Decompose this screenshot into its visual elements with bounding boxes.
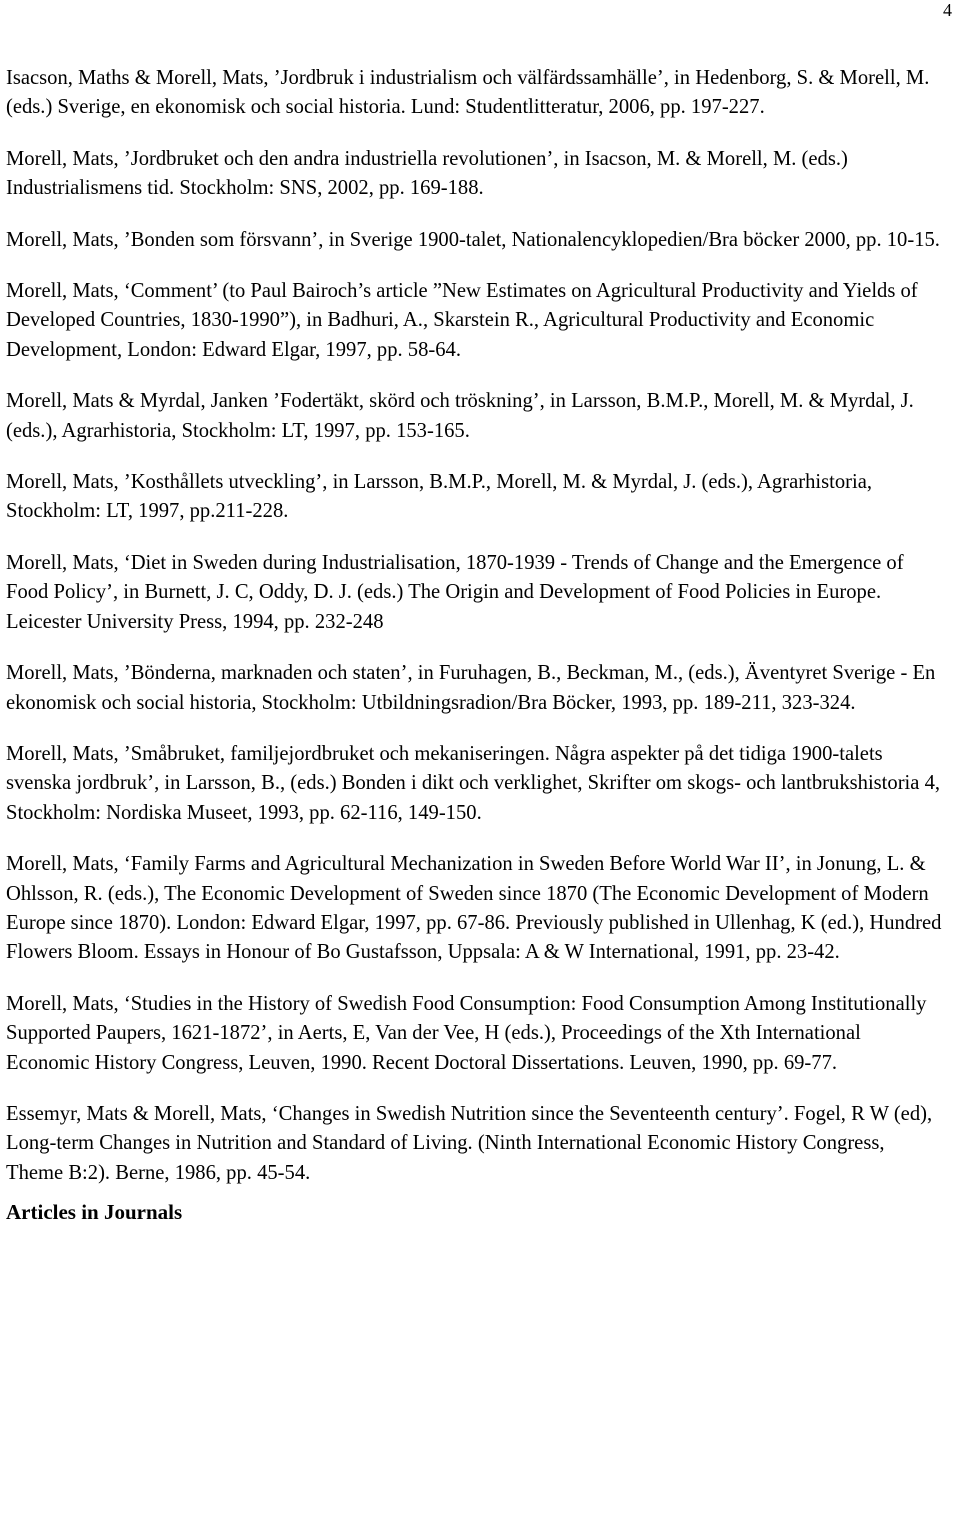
reference-entry: Morell, Mats, ’Kosthållets utveckling’, in Larsson, B.M.P., Morell, M. & Myrdal, J. (eds.), Agrarhistoria, Stockholm: LT, 1997, pp.211-228. bbox=[6, 471, 872, 523]
reference-entry: Morell, Mats, ’Jordbruket och den andra industriella revolutionen’, in Isacson, M. & Morell, M. (eds.) Industrialismens tid. Stockholm: SNS, 2002, pp. 169-188. bbox=[6, 147, 848, 200]
reference-entry: Morell, Mats, ’Bonden som försvann’, in Sverige 1900-talet, Nationalencyklopedien/Bra böcker 2000, pp. 10-15. bbox=[6, 228, 940, 251]
section-heading: Articles in Journals bbox=[6, 1200, 183, 1225]
reference-entry: Isacson, Maths & Morell, Mats, ’Jordbruk i industrialism och välfärdssamhälle’, in Hedenborg, S. & Morell, M. (eds.) Sverige, en ekonomisk och social historia. Lund: Studentlitteratur, 2006, pp. 197-227. bbox=[6, 67, 930, 119]
reference-entry: Morell, Mats & Myrdal, Janken ’Fodertäkt, skörd och tröskning’, in Larsson, B.M.P., Morell, M. & Myrdal, J. (eds.), Agrarhistoria, Stockholm: LT, 1997, pp. 153-165. bbox=[6, 390, 914, 442]
page-number: 4 bbox=[943, 0, 952, 20]
reference-list bbox=[6, 64, 946, 1227]
reference-entry: Morell, Mats, ‘Comment’ (to Paul Bairoch’s article ”New Estimates on Agricultural Productivity and Yields of Developed Countries, 1830-1990”), in Badhuri, A., Skarstein R., Agricultural Productivity and Economic Development, London: Edward Elgar, 1997, pp. 58-64. bbox=[6, 280, 918, 361]
reference-entry: Morell, Mats, ‘Studies in the History of Swedish Food Consumption: Food Consumption Among Institutionally Supported Paupers, 1621-1872’, in Aerts, E, Van der Vee, H (eds.), Proceedings of the Xth International Economic History Congress, Leuven, 1990. Recent Doctoral Dissertations. Leuven, 1990, pp. 69-77. bbox=[6, 992, 927, 1074]
reference-entry: Morell, Mats, ‘Family Farms and Agricultural Mechanization in Sweden Before World War II’, in Jonung, L. & Ohlsson, R. (eds.), The Economic Development of Sweden since 1870 (The Economic Development of Modern Europe since 1870). London: Edward Elgar, 1997, pp. 67-86. Previously published in Ullenhag, K (ed.), Hundred Flowers Bloom. Essays in Honour of Bo Gustafsson, Uppsala: A & W International, 1991, pp. 23-42. bbox=[6, 853, 942, 964]
reference-entry: Essemyr, Mats & Morell, Mats, ‘Changes in Swedish Nutrition since the Seventeenth century’. Fogel, R W (ed), Long-term Changes in Nutrition and Standard of Living. (Ninth International Economic History Congress, Theme B:2). Berne, 1986, pp. 45-54. bbox=[6, 1102, 933, 1184]
reference-entry: Morell, Mats, ‘Diet in Sweden during Industrialisation, 1870-1939 - Trends of Change and the Emergence of Food Policy’, in Burnett, J. C, Oddy, D. J. (eds.) The Origin and Development of Food Policies in Europe. Leicester University Press, 1994, pp. 232-248 bbox=[6, 551, 904, 633]
reference-entry: Morell, Mats, ’Bönderna, marknaden och staten’, in Furuhagen, B., Beckman, M., (eds.), Äventyret Sverige - En ekonomisk och social historia, Stockholm: Utbildningsradion/Bra Böcker, 1993, pp. 189-211, 323-324. bbox=[6, 662, 936, 714]
reference-entry: Morell, Mats, ’Småbruket, familjejordbruket och mekaniseringen. Några aspekter på det tidiga 1900-talets svenska jordbruk’, in Larsson, B., (eds.) Bonden i dikt och verklighet, Skrifter om skogs- och lantbrukshistoria 4, Stockholm: Nordiska Museet, 1993, pp. 62-116, 149-150. bbox=[6, 742, 941, 824]
